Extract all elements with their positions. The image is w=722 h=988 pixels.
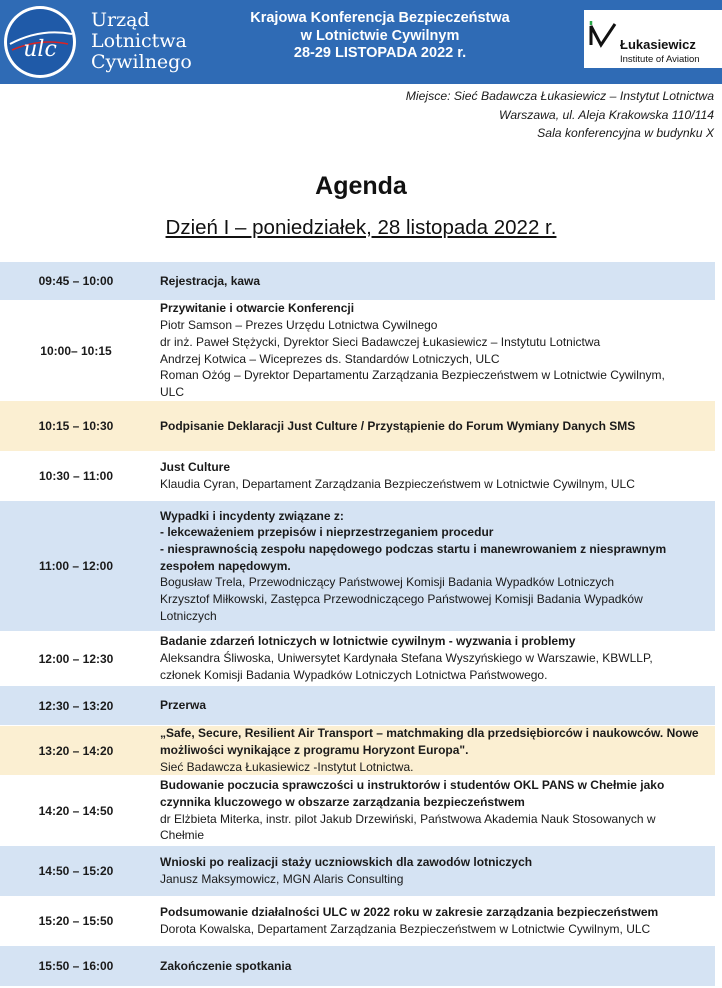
session-content: [152, 904, 715, 937]
session-time: 10:00– 10:15: [40, 343, 112, 358]
session-time: 10:30 – 11:00: [38, 469, 114, 483]
org-name: [91, 10, 192, 73]
session-speaker: dr inż. Paweł Stężycki, Dyrektor Sieci Badawczej Łukasiewicz – Instytutu Lotnictwa: [160, 334, 601, 349]
conference-dates: 28-29 LISTOPADA 2022 r.: [293, 45, 467, 61]
session-title: Wypadki i incydenty związane z:: [160, 508, 344, 523]
org-name-line: Cywilnego: [91, 51, 192, 73]
agenda-row: [0, 946, 715, 987]
session-title: Podsumowanie działalności ULC w 2022 roku w zakresie zarządzania bezpieczeństwem: [160, 905, 659, 920]
session-title: - lekceważeniem przepisów i nieprzestrzeganiem procedur: [160, 525, 494, 540]
session-speaker: ULC: [160, 384, 185, 399]
agenda-row: [0, 726, 715, 776]
session-title: Przywitanie i otwarcie Konferencji: [160, 301, 355, 316]
session-title: Just Culture: [160, 460, 231, 475]
session-title: Budowanie poczucia sprawczości u instruktorów i studentów OKL PANS w Chełmie jako: [160, 778, 665, 793]
header-banner: [0, 0, 722, 84]
agenda-row: [0, 776, 715, 846]
conference-title-line: w Lotnictwie Cywilnym: [300, 27, 460, 44]
session-title: Badanie zdarzeń lotniczych w lotnictwie cywilnym - wyzwania i problemy: [160, 634, 576, 649]
partner-logo: [584, 10, 722, 68]
session-content: [152, 697, 715, 714]
conference-title: [220, 10, 540, 63]
agenda-row: [0, 401, 715, 452]
session-time: 13:20 – 14:20: [38, 743, 114, 758]
session-time: 10:15 – 10:30: [38, 419, 114, 433]
session-content: [152, 777, 715, 844]
session-content: [152, 633, 715, 683]
session-title: Przerwa: [160, 698, 207, 713]
session-title: Wnioski po realizacji staży uczniowskich dla zawodów lotniczych: [160, 855, 533, 870]
session-time: 12:30 – 13:20: [38, 698, 114, 713]
session-time: 15:50 – 16:00: [38, 959, 114, 973]
session-speaker: Chełmie: [160, 828, 205, 843]
session-speaker: Klaudia Cyran, Departament Zarządzania Bezpieczeństwem w Lotnictwie Cywilnym, ULC: [160, 477, 635, 491]
agenda-row: [0, 262, 715, 301]
session-content: [152, 418, 715, 435]
ulc-logo-icon: [2, 4, 78, 80]
agenda-table: [0, 262, 715, 987]
session-speaker: Bogusław Trela, Przewodniczący Państwowej Komisji Badania Wypadków Lotniczych: [160, 575, 615, 590]
session-content: [152, 273, 715, 290]
session-speaker: dr Elżbieta Miterka, instr. pilot Jakub Drzewiński, Państwowa Akademia Nauk Stosowanych w: [160, 811, 656, 826]
session-title: Rejestracja, kawa: [160, 273, 261, 288]
session-content: [152, 958, 715, 975]
session-speaker: Aleksandra Śliwoska, Uniwersytet Kardynała Stefana Wyszyńskiego w Warszawie, KBWLLP,: [160, 651, 653, 666]
venue-line: Miejsce: Sieć Badawcza Łukasiewicz – Instytut Lotnictwa: [405, 89, 714, 103]
session-speaker: Andrzej Kotwica – Wiceprezes ds. Standardów Lotniczych, ULC: [160, 351, 500, 366]
session-title: Podpisanie Deklaracji Just Culture / Przystąpienie do Forum Wymiany Danych SMS: [160, 418, 636, 433]
session-time: 12:00 – 12:30: [38, 651, 114, 666]
session-speaker: członek Komisji Badania Wypadków Lotniczych Lotnictwa Państwowego.: [160, 667, 548, 682]
logo-letters: ulc: [23, 37, 57, 62]
session-speaker: Krzysztof Miłkowski, Zastępca Przewodniczącego Państwowej Komisji Badania Wypadków: [160, 592, 643, 607]
session-speaker: Dorota Kowalska, Departament Zarządzania Bezpieczeństwem w Lotnictwie Cywilnym, ULC: [160, 922, 651, 936]
session-speaker: Piotr Samson – Prezes Urzędu Lotnictwa Cywilnego: [160, 318, 438, 333]
agenda-row: [0, 686, 715, 726]
conference-title-line: Krajowa Konferencja Bezpieczeństwa: [250, 10, 510, 26]
agenda-row: [0, 301, 715, 401]
session-title: „Safe, Secure, Resilient Air Transport – matchmaking dla przedsiębiorców i naukowców. Nowe: [160, 726, 699, 741]
session-speaker: Janusz Maksymowicz, MGN Alaris Consulting: [160, 872, 404, 886]
session-title: zespołem napędowym.: [160, 558, 291, 573]
session-content: [152, 725, 715, 775]
org-name-line: Urząd: [91, 9, 150, 31]
day-title: Dzień I – poniedziałek, 28 listopada 2022 r.: [165, 216, 557, 239]
session-content: [152, 459, 715, 492]
session-title: - niesprawnością zespołu napędowego podczas startu i manewrowaniem z niesprawnym: [160, 541, 667, 556]
venue-line: Sala konferencyjna w budynku X: [537, 126, 714, 140]
partner-subtitle: Institute of Aviation: [620, 54, 700, 65]
session-time: 14:50 – 15:20: [38, 864, 114, 878]
agenda-row: [0, 452, 715, 501]
session-title: czynnika kluczowego w obszarze zarządzania bezpieczeństwem: [160, 794, 525, 809]
session-time: 14:20 – 14:50: [38, 803, 114, 818]
session-title: Zakończenie spotkania: [160, 958, 292, 973]
agenda-title: Agenda: [315, 172, 407, 200]
session-content: [152, 508, 715, 625]
agenda-row: [0, 501, 715, 632]
session-speaker: Lotniczych: [160, 608, 217, 623]
session-content: [152, 854, 715, 887]
session-time: 15:20 – 15:50: [38, 914, 114, 928]
agenda-row: [0, 632, 715, 686]
partner-name: Łukasiewicz: [620, 37, 696, 52]
session-speaker: Sieć Badawcza Łukasiewicz -Instytut Lotnictwa.: [160, 759, 414, 774]
agenda-row: [0, 897, 715, 946]
org-name-line: Lotnictwa: [91, 30, 187, 52]
session-time: 11:00 – 12:00: [38, 559, 114, 573]
session-content: [152, 300, 715, 400]
venue-line: Warszawa, ul. Aleja Krakowska 110/114: [499, 107, 714, 122]
session-time: 09:45 – 10:00: [38, 274, 114, 288]
session-title: możliwości wynikające z programu Horyzont Europa".: [160, 743, 469, 758]
venue-info: [406, 87, 714, 143]
session-speaker: Roman Ożóg – Dyrektor Departamentu Zarządzania Bezpieczeństwem w Lotnictwie Cywilnym,: [160, 368, 665, 383]
lukasiewicz-mark-icon: [588, 18, 618, 48]
agenda-row: [0, 846, 715, 897]
